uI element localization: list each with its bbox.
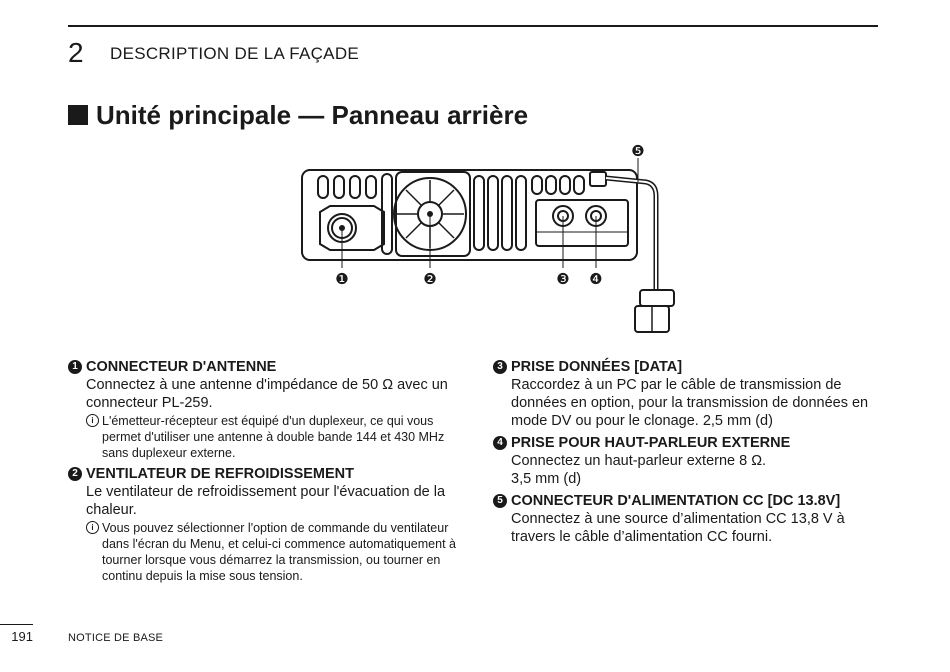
item-cooling-fan xyxy=(68,465,468,584)
header-rule xyxy=(68,25,878,27)
item-note: i L'émetteur-récepteur est équipé d'un duplexeur, ce qui vous permet d'utiliser une antenne à double bande 144 et 430 MHz sans duplexeur externe. xyxy=(68,413,468,461)
item-body: Raccordez à un PC par le câble de transmission de données en option, pour la transmission de données en mode DV ou pour le clonage. 2,5 mm (d) xyxy=(511,377,869,429)
footer-label: NOTICE DE BASE xyxy=(68,632,164,644)
top-right-vents xyxy=(532,176,584,194)
item-power-connector xyxy=(493,492,893,546)
item-body: Connectez à une source d’alimentation CC 13,8 V à travers le câble d’alimentation CC fourni. xyxy=(511,511,845,545)
item-body: Le ventilateur de refroidissement pour l'évacuation de la chaleur. xyxy=(86,484,446,518)
power-cable xyxy=(606,178,656,290)
item-heading: VENTILATEUR DE REFROIDISSEMENT xyxy=(86,466,354,482)
badge-2: 2 xyxy=(68,467,82,481)
power-plug xyxy=(635,290,674,332)
item-body: Connectez à une antenne d'impédance de 50 Ω avec un connecteur PL-259. xyxy=(86,377,448,411)
section-title xyxy=(68,100,528,131)
callout-1: ❶ xyxy=(335,270,349,288)
page-number: 191 xyxy=(0,624,33,651)
badge-1: 1 xyxy=(68,360,82,374)
item-body-extra: 3,5 mm (d) xyxy=(511,471,582,487)
item-note: i Vous pouvez sélectionner l'option de commande du ventilateur dans l'écran du Menu, et celui-ci commence automatiquement à tourner lorsque vous démarrez la transmission, ou tourner en continu depuis la mise sous tension. xyxy=(68,520,468,584)
rear-panel-diagram xyxy=(290,140,690,340)
jack-panel xyxy=(536,200,628,246)
item-heading: PRISE POUR HAUT-PARLEUR EXTERNE xyxy=(511,435,791,451)
antenna-connector xyxy=(320,206,384,250)
callout-3: ❸ xyxy=(556,270,570,288)
badge-3: 3 xyxy=(493,360,507,374)
item-data-jack xyxy=(493,358,893,430)
item-body: Connectez un haut-parleur externe 8 Ω. xyxy=(511,453,767,469)
left-vents xyxy=(318,176,376,198)
badge-5: 5 xyxy=(493,494,507,508)
info-icon: i xyxy=(86,414,99,427)
item-heading: PRISE DONNÉES [DATA] xyxy=(511,359,683,375)
right-column xyxy=(493,358,893,550)
item-antenna-connector xyxy=(68,358,468,461)
item-speaker-jack xyxy=(493,434,893,488)
info-icon: i xyxy=(86,521,99,534)
chapter-title: DESCRIPTION DE LA FAÇADE xyxy=(110,44,360,63)
cooling-fan xyxy=(394,172,470,256)
badge-4: 4 xyxy=(493,436,507,450)
square-bullet-icon xyxy=(68,105,88,125)
section-title-text: Unité principale — Panneau arrière xyxy=(96,100,529,130)
callout-5: ❺ xyxy=(631,142,645,160)
item-heading: CONNECTEUR D'ALIMENTATION CC [DC 13.8V] xyxy=(511,493,841,509)
callout-4: ❹ xyxy=(589,270,603,288)
item-heading: CONNECTEUR D'ANTENNE xyxy=(86,359,277,375)
left-column xyxy=(68,358,468,588)
middle-vents xyxy=(474,176,526,250)
chapter-number: 2 xyxy=(68,37,84,68)
callout-2: ❷ xyxy=(423,270,437,288)
